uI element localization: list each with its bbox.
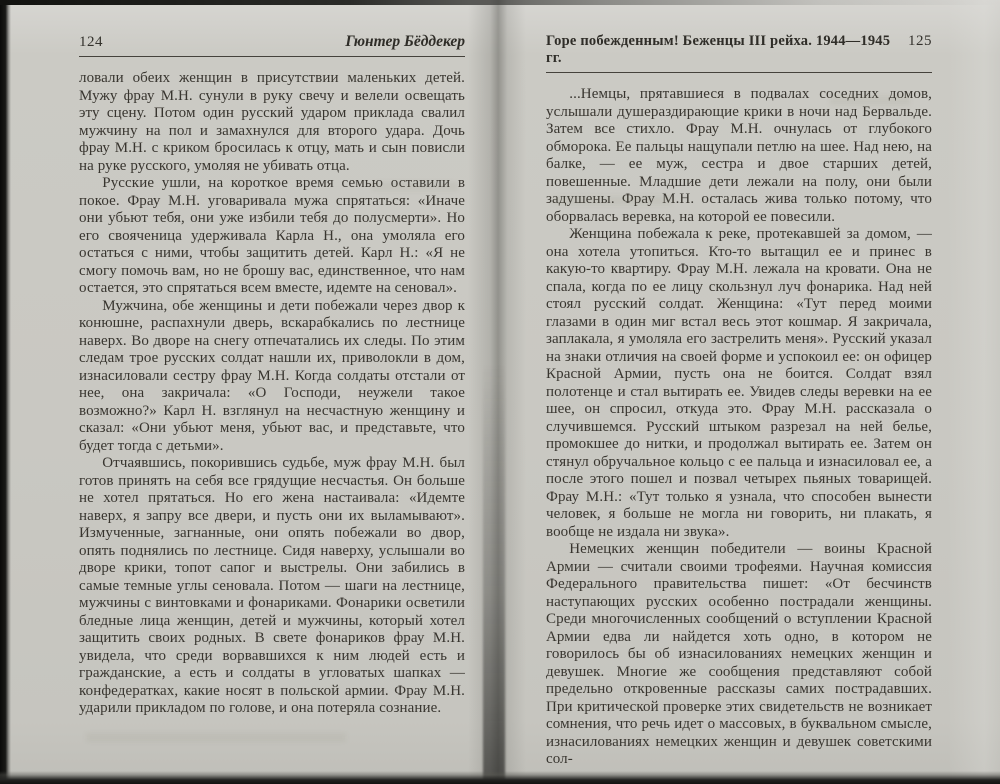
bleed-through-smudge [372, 182, 458, 191]
paragraph: Немецких женщин победители — воины Красной Армии — считали своими трофеями. Научная комиссия Федерального правительства пишет: «От бесчинств наступающих русских особенно пострадали женщины. Среди многочисленных сообщений о вступлении Красной Армии едва ли найдется хоть одно, в котором не говорилось бы об изнасилованиях немецких женщин и девушек. Многие же сообщения представляют собой предельно откровенные рассказы самих пострадавших. При критической проверке этих свидетельств не возникает сомнения, что речь идет о массовых, в буквальном смысле, изнасилованиях немецких женщин и девушек советскими сол- [546, 541, 932, 767]
scan-edge-left [0, 0, 11, 784]
paragraph: Русские ушли, на короткое время семью оставили в покое. Фрау М.Н. уговаривала мужа спрятаться: «Иначе они убьют тебя, они уже избили тебя до полусмерти». Но его свояченица удерживала Карла Н., она умоляла его остаться с ними, чтобы защитить детей. Карл Н.: «Я не смогу помочь вам, но не брошу вас, единственное, что нам остается, это спрятаться всем вместе, идемте на сеновал». [79, 175, 465, 296]
paragraph: Женщина побежала к реке, протекавшей за домом, — она хотела утопиться. Кто-то вытащил ее и принес в какую-то квартиру. Фрау М.Н. лежала на кровати. Она не спала, когда по ее лицу скользнул луч фонарика. Над ней стоял русский солдат. Женщина: «Тут перед моими глазами в один миг встал весь этот кошмар. Я закричала, заплакала, я умоляла его застрелить меня». Русский указал на знаки отличия на своей форме и успокоил ее: он офицер Красной Армии, пусть она не боится. Солдат взял полотенце и стал вытирать ее. Увидев следы веревки на ее шее, он спросил, откуда это. Фрау М.Н. рассказала о случившемся. Русский штыком разрезал на ней белье, промокшее до нитки, и продолжал вытирать ее. Затем он стянул обручальное кольцо с ее пальца и изнасиловал ее, а после этого пошел и позвал четырех пьяных товарищей. Фрау М.Н.: «Тут только я узнала, что способен вынести человек, я больше не могла ни говорить, ни плакать, я вообще не издала ни звука». [546, 226, 932, 540]
paragraph: Отчаявшись, покорившись судьбе, муж фрау М.Н. был готов принять на себя все грядущие несчастья. Он больше не хотел прятаться. Но его жена настаивала: «Идемте наверх, я запру все двери, и пусть они их выламывают». Измученные, загнанные, они опять побежали во двор, опять поднялись по лестнице. Сидя наверху, услышали во дворе крики, топот сапог и выстрелы. Они забились в самые темные углы сеновала. Потом — шаги на лестнице, мужчины с винтовками и фонариками. Фонарики осветили бледные лица женщин, детей и мужчины, который хотел защитить своих родных. В свете фонариков фрау М.Н. увидела, что среди ворвавшихся к ним людей есть и гражданские, а есть и солдаты в угловатых шапках — конфедератках, какие носят в польской армии. Фрау М.Н. ударили прикладом по голове, и она потеряла сознание. [79, 455, 465, 716]
left-page [79, 33, 465, 718]
scan-edge-bottom [0, 771, 1000, 784]
running-header-title: Горе побежденным! Беженцы III рейха. 1944—1945 гг. [546, 33, 891, 66]
right-page [546, 33, 932, 769]
scan-edge-right [948, 0, 1000, 784]
bleed-through-smudge [868, 556, 926, 565]
bleed-through-smudge [552, 196, 672, 205]
paragraph: ...Немцы, прятавшиеся в подвалах соседних домов, услышали душераздирающие крики в ночи над Бервальде. Затем все стихло. Фрау М.Н. очнулась от глубокого обморока. Ее пальцы нащупали петлю на шее. Над нею, на балке, — ее муж, сестра и двое старших детей, повешенные. Младшие дети лежали на полу, они были задушены. Фрау М.Н. осталась жива только потому, что оборвалась веревка, на которой ее повесили. [546, 86, 932, 225]
right-page-number: 125 [908, 33, 932, 49]
gutter-shadow-dark [483, 364, 505, 784]
bleed-through-smudge [86, 733, 346, 742]
right-page-header [546, 33, 932, 73]
paragraph: Мужчина, обе женщины и дети побежали через двор к конюшне, распахнули дверь, вскарабкались по лестнице наверх. Во дворе на снегу отпечатались их следы. По этим следам трое русских солдат нашли их, приволокли в дом, изнасиловали сестру фрау М.Н. Когда солдаты отстали от нее, она закричала: «О Господи, неужели такое возможно?» Карл Н. взглянул на несчастную женщину и сказал: «Они убьют меня, убьют вас, и представьте, что будет тогда с детьми». [79, 297, 465, 454]
running-header-author: Гюнтер Бёддекер [345, 33, 465, 50]
left-page-number: 124 [79, 34, 103, 50]
scan-edge-top [0, 0, 1000, 5]
left-page-body [79, 70, 465, 718]
bleed-through-smudge [830, 96, 910, 105]
right-page-body [546, 86, 932, 769]
left-page-header [79, 33, 465, 57]
paragraph: ловали обеих женщин в присутствии маленьких детей. Мужу фрау М.Н. сунули в руку свечу и велели освещать эту сцену. Потом один русский ударом приклада свалил мужчину на пол и замахнулся для второго удара. Дочь фрау М.Н. с криком бросилась к отцу, мать и сын повисли на руке русского, умоляя не убивать отца. [79, 70, 465, 174]
